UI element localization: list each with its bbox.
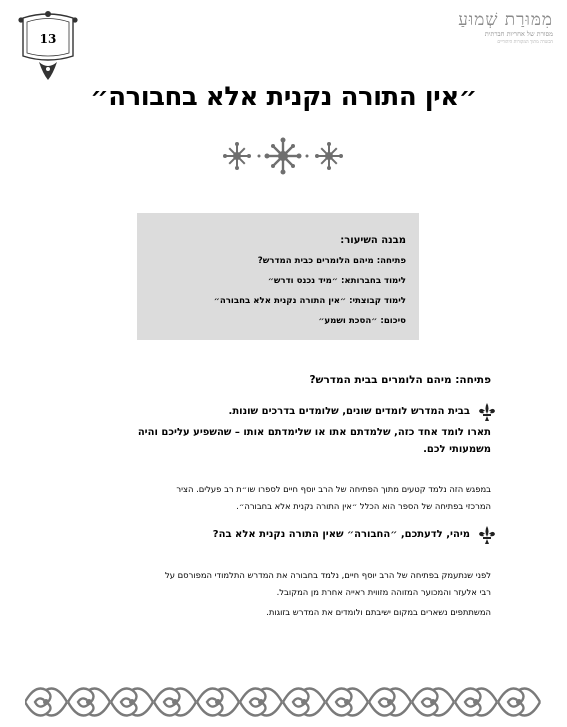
paragraph-line: רבי אלעזר והמכוער המזוהה מזווית ראייה אחרת מן המקובל.	[276, 587, 491, 597]
snowflake-ornament-icon	[223, 136, 343, 176]
bullet-question: מיהי, לדעתכם, ״החבורה״ שאין התורה נקנית אלא בה?	[212, 529, 470, 540]
page-number-badge	[17, 8, 79, 84]
logo	[413, 10, 553, 46]
fleur-de-lis-icon	[478, 525, 496, 545]
bullet-text: משמעותי לכם.	[423, 444, 491, 455]
page-number: 13	[39, 32, 57, 46]
decorative-border-icon	[25, 680, 545, 724]
section-heading: פתיחה: מיהם הלומרים בבית המדרש?	[309, 374, 491, 386]
paragraph-line: לפני שנתעמק בפתיחה של הרב יוסף חיים, נלמד בחבורה את המדרש התלמודי המפורסם על	[164, 570, 491, 580]
outline-item: לימוד בחברותא: ״מיד נכנס ודרש״	[267, 276, 406, 286]
bullet-question: בבית המדרש לומדים שונים, שלומדים בדרכים שונות.	[228, 406, 470, 417]
logo-tagline: מסורת של אחריות חברתית	[484, 30, 553, 38]
logo-subtagline: הכשרה מתוך המקורות היהודיים	[497, 40, 553, 45]
paragraph	[71, 481, 491, 515]
outline-item: סיכום: ״הסכת ושמע״	[318, 316, 406, 326]
paragraph	[71, 567, 491, 601]
fleur-de-lis-icon	[478, 402, 496, 422]
paragraph-line: במפגש הזה נלמד קטעים מתוך הפתיחה של הרב יוסף חיים לספרו שו״ת רב פעלים. הציר	[176, 484, 491, 494]
logo-name: מִמּוּרַת שְׁמוּעַ	[458, 10, 553, 30]
bullet-text: תארו לומד אחד כזה, שלמדתם אתו או שלימדתם אותו – שהשפיע עליכם והיה	[137, 427, 491, 438]
outline-item: פתיחה: מיהם הלומרים כבית המדרש?	[257, 256, 406, 266]
badge-frame-icon	[17, 8, 79, 84]
outline-heading: מבנה השיעור:	[340, 235, 406, 246]
paragraph: המשתתפים נשארים במקום ישיבתם ולומדים את המדרש בזוגות.	[266, 607, 491, 617]
lesson-outline	[214, 231, 406, 331]
paragraph-line: המרכזי בפתיחה של הספר הוא הכלל ״אין התורה נקנית אלא בחבורה״.	[236, 501, 491, 511]
outline-item: לימוד קבוצתי: ״אין התורה נקנית אלא בחבורה״	[213, 296, 406, 306]
page-title: ״אין התורה נקנית אלא בחבורה״	[90, 82, 477, 112]
lesson-outline-box	[137, 213, 419, 340]
